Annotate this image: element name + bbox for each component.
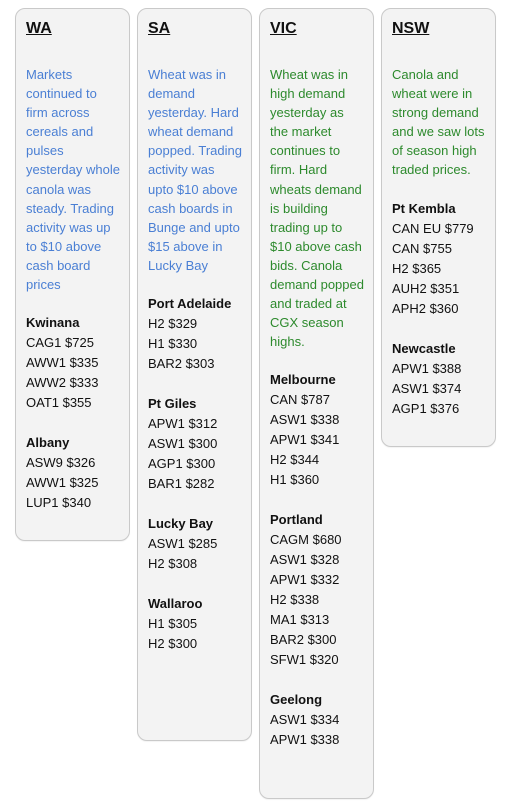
market-summary: Wheat was in high demand yesterday as the market continues to firm. Hard wheats demand is building trading up to $10 above cash bids. Canola demand popped and traded at CGX season highs.	[270, 67, 364, 350]
price-item: AGP1 $300	[148, 456, 216, 472]
location-name: Geelong	[270, 692, 323, 708]
price-item: BAR2 $300	[270, 632, 337, 648]
price-item: ASW9 $326	[26, 455, 96, 471]
price-item: APW1 $338	[270, 732, 340, 748]
price-item: OAT1 $355	[26, 395, 92, 411]
price-item: ASW1 $334	[270, 712, 340, 728]
price-item: APW1 $312	[148, 416, 218, 432]
state-card-sa	[137, 8, 252, 741]
price-item: APW1 $388	[392, 360, 462, 376]
price-item: ASW1 $374	[392, 380, 462, 396]
location-group	[392, 199, 487, 319]
price-item: H2 $338	[270, 592, 320, 608]
price-item: CAN $787	[270, 392, 330, 408]
price-list	[270, 390, 365, 490]
price-list	[392, 219, 487, 319]
price-item: H2 $344	[270, 452, 320, 468]
market-summary: Markets continued to firm across cereals and pulses yesterday whole canola was steady. Trading activity was up to $10 above cash board prices	[26, 67, 120, 293]
location-group	[270, 370, 365, 490]
location-group	[270, 690, 365, 750]
state-card-wa	[15, 8, 130, 541]
price-item: H2 $300	[148, 636, 198, 652]
price-list	[148, 414, 243, 494]
location-group	[270, 510, 365, 670]
location-group	[148, 294, 243, 374]
price-item: CAGM $680	[270, 532, 342, 548]
location-name: Melbourne	[270, 372, 336, 388]
location-group	[392, 339, 487, 419]
price-list	[148, 614, 243, 654]
price-list	[392, 359, 487, 419]
price-item: CAN EU $779	[392, 220, 474, 236]
market-summary: Wheat was in demand yesterday. Hard wheat demand popped. Trading activity was upto $10 above cash boards in Bunge and upto $15 above in Lucky Bay	[148, 67, 242, 273]
price-item: H1 $305	[148, 616, 198, 632]
price-item: AWW2 $333	[26, 375, 99, 391]
price-item: ASW1 $338	[270, 412, 340, 428]
location-group	[26, 313, 121, 413]
location-group	[148, 514, 243, 574]
location-name: Port Adelaide	[148, 296, 232, 312]
price-item: H2 $365	[392, 260, 442, 276]
location-name: Portland	[270, 512, 323, 528]
price-item: APW1 $332	[270, 572, 340, 588]
price-item: APH2 $360	[392, 300, 459, 316]
state-card-vic	[259, 8, 374, 799]
price-item: SFW1 $320	[270, 652, 339, 668]
state-title: VIC	[270, 20, 297, 37]
price-item: MA1 $313	[270, 612, 330, 628]
price-item: AWW1 $335	[26, 355, 99, 371]
price-item: BAR1 $282	[148, 476, 215, 492]
price-item: CAN $755	[392, 240, 452, 256]
location-group	[26, 433, 121, 513]
location-name: Albany	[26, 435, 70, 451]
location-name: Kwinana	[26, 315, 80, 331]
location-name: Wallaroo	[148, 596, 203, 612]
price-list	[26, 333, 121, 413]
price-list	[148, 534, 243, 574]
price-item: ASW1 $285	[148, 536, 218, 552]
location-name: Pt Giles	[148, 396, 197, 412]
price-item: H1 $330	[148, 336, 198, 352]
price-list	[26, 453, 121, 513]
price-item: ASW1 $300	[148, 436, 218, 452]
state-title: WA	[26, 20, 52, 37]
price-item: LUP1 $340	[26, 495, 92, 511]
price-list	[148, 314, 243, 374]
price-item: AWW1 $325	[26, 475, 99, 491]
market-summary: Canola and wheat were in strong demand and we saw lots of season high traded prices.	[392, 67, 485, 178]
state-title: SA	[148, 20, 171, 37]
state-card-nsw	[381, 8, 496, 447]
price-item: CAG1 $725	[26, 335, 94, 351]
location-name: Lucky Bay	[148, 516, 214, 532]
price-item: H2 $329	[148, 316, 198, 332]
price-item: H1 $360	[270, 472, 320, 488]
price-list	[270, 530, 365, 670]
price-item: BAR2 $303	[148, 356, 215, 372]
state-title: NSW	[392, 20, 430, 37]
price-list	[270, 710, 365, 750]
location-group	[148, 394, 243, 494]
price-item: APW1 $341	[270, 432, 340, 448]
price-item: H2 $308	[148, 556, 198, 572]
price-item: ASW1 $328	[270, 552, 340, 568]
location-name: Newcastle	[392, 340, 456, 356]
location-name: Pt Kembla	[392, 200, 456, 216]
price-item: AGP1 $376	[392, 400, 460, 416]
location-group	[148, 594, 243, 654]
price-item: AUH2 $351	[392, 280, 460, 296]
